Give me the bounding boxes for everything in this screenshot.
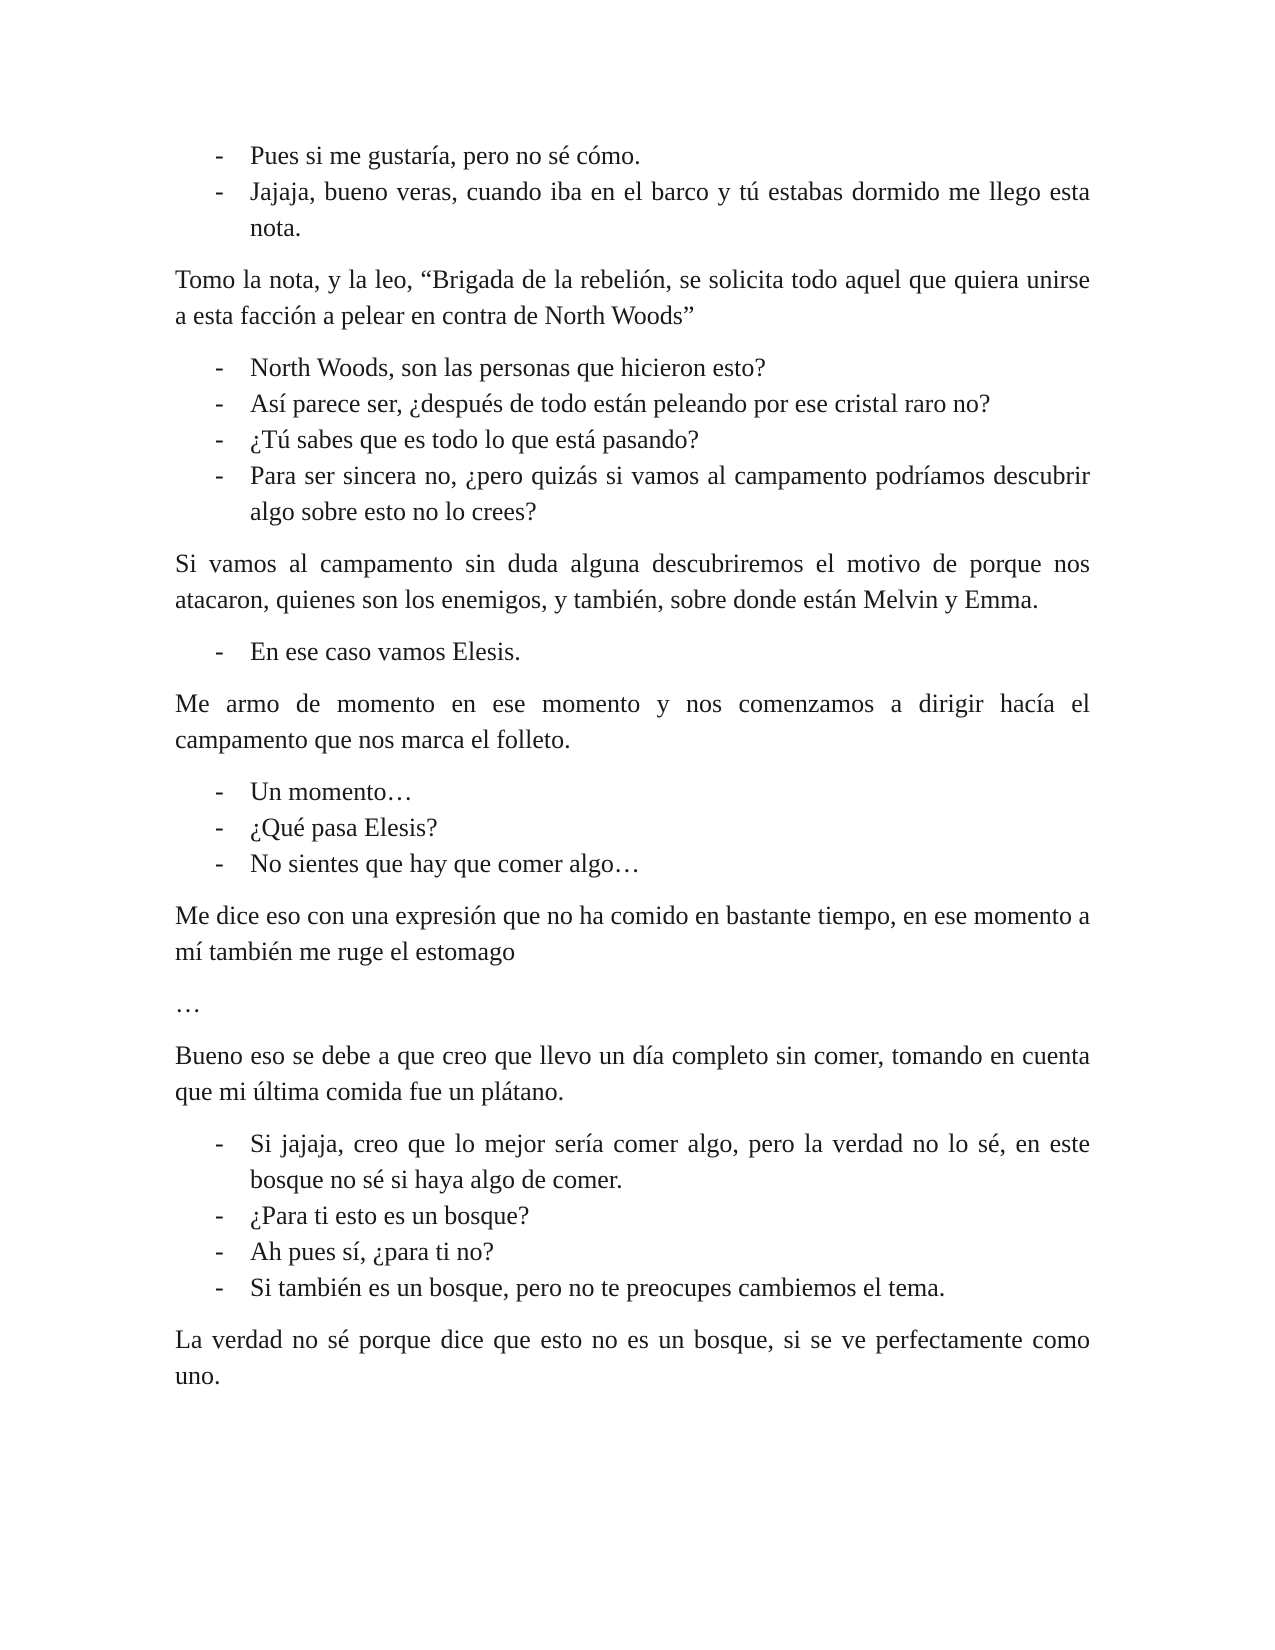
dialogue-line bbox=[175, 634, 1090, 670]
dialogue-text: ¿Qué pasa Elesis? bbox=[250, 813, 438, 842]
dialogue-dash: - bbox=[215, 1201, 224, 1230]
dialogue-text: North Woods, son las personas que hicieron esto? bbox=[250, 353, 766, 382]
dialogue-text: En ese caso vamos Elesis. bbox=[250, 637, 521, 666]
dialogue-line bbox=[175, 458, 1090, 530]
dialogue-dash: - bbox=[215, 1237, 224, 1266]
dialogue-text: Un momento… bbox=[250, 777, 413, 806]
dialogue-line bbox=[175, 1270, 1090, 1306]
dialogue-text: Si jajaja, creo que lo mejor sería comer algo, pero la verdad no lo sé, en este bosque no sé si haya algo de comer. bbox=[250, 1129, 1090, 1194]
dialogue-text: Jajaja, bueno veras, cuando iba en el barco y tú estabas dormido me llego esta nota. bbox=[250, 177, 1090, 242]
dialogue-line bbox=[175, 138, 1090, 174]
dialogue-text: No sientes que hay que comer algo… bbox=[250, 849, 640, 878]
dialogue-block bbox=[175, 1126, 1090, 1306]
dialogue-dash: - bbox=[215, 389, 224, 418]
dialogue-line bbox=[175, 174, 1090, 246]
narrative-paragraph: Me armo de momento en ese momento y nos comenzamos a dirigir hacía el campamento que nos marca el folleto. bbox=[175, 689, 1090, 754]
ellipsis-paragraph: … bbox=[175, 989, 201, 1018]
dialogue-text: Si también es un bosque, pero no te preocupes cambiemos el tema. bbox=[250, 1273, 946, 1302]
dialogue-block bbox=[175, 350, 1090, 530]
dialogue-line bbox=[175, 1198, 1090, 1234]
dialogue-line bbox=[175, 1234, 1090, 1270]
dialogue-text: Ah pues sí, ¿para ti no? bbox=[250, 1237, 495, 1266]
narrative-paragraph: La verdad no sé porque dice que esto no es un bosque, si se ve perfectamente como uno. bbox=[175, 1325, 1090, 1390]
dialogue-text: ¿Tú sabes que es todo lo que está pasando? bbox=[250, 425, 700, 454]
dialogue-dash: - bbox=[215, 849, 224, 878]
dialogue-line bbox=[175, 1126, 1090, 1198]
dialogue-line bbox=[175, 386, 1090, 422]
dialogue-line bbox=[175, 422, 1090, 458]
dialogue-dash: - bbox=[215, 637, 224, 666]
dialogue-block bbox=[175, 634, 1090, 670]
dialogue-dash: - bbox=[215, 353, 224, 382]
narrative-paragraph: Me dice eso con una expresión que no ha comido en bastante tiempo, en ese momento a mí también me ruge el estomago bbox=[175, 901, 1090, 966]
dialogue-line bbox=[175, 846, 1090, 882]
dialogue-line bbox=[175, 774, 1090, 810]
dialogue-block bbox=[175, 774, 1090, 882]
dialogue-dash: - bbox=[215, 813, 224, 842]
narrative-paragraph: Tomo la nota, y la leo, “Brigada de la rebelión, se solicita todo aquel que quiera unirse a esta facción a pelear en contra de North Woods” bbox=[175, 265, 1090, 330]
dialogue-line bbox=[175, 350, 1090, 386]
narrative-paragraph: Si vamos al campamento sin duda alguna descubriremos el motivo de porque nos atacaron, quienes son los enemigos, y también, sobre donde están Melvin y Emma. bbox=[175, 549, 1090, 614]
dialogue-text: Para ser sincera no, ¿pero quizás si vamos al campamento podríamos descubrir algo sobre esto no lo crees? bbox=[250, 461, 1090, 526]
dialogue-block bbox=[175, 138, 1090, 246]
narrative-paragraph: Bueno eso se debe a que creo que llevo un día completo sin comer, tomando en cuenta que mi última comida fue un plátano. bbox=[175, 1041, 1090, 1106]
dialogue-text: Así parece ser, ¿después de todo están peleando por ese cristal raro no? bbox=[250, 389, 991, 418]
dialogue-text: ¿Para ti esto es un bosque? bbox=[250, 1201, 530, 1230]
dialogue-dash: - bbox=[215, 425, 224, 454]
dialogue-line bbox=[175, 810, 1090, 846]
dialogue-dash: - bbox=[215, 141, 224, 170]
page-body bbox=[175, 138, 1090, 1410]
dialogue-dash: - bbox=[215, 461, 224, 490]
dialogue-dash: - bbox=[215, 777, 224, 806]
dialogue-dash: - bbox=[215, 177, 224, 206]
dialogue-dash: - bbox=[215, 1273, 224, 1302]
dialogue-dash: - bbox=[215, 1129, 224, 1158]
dialogue-text: Pues si me gustaría, pero no sé cómo. bbox=[250, 141, 641, 170]
